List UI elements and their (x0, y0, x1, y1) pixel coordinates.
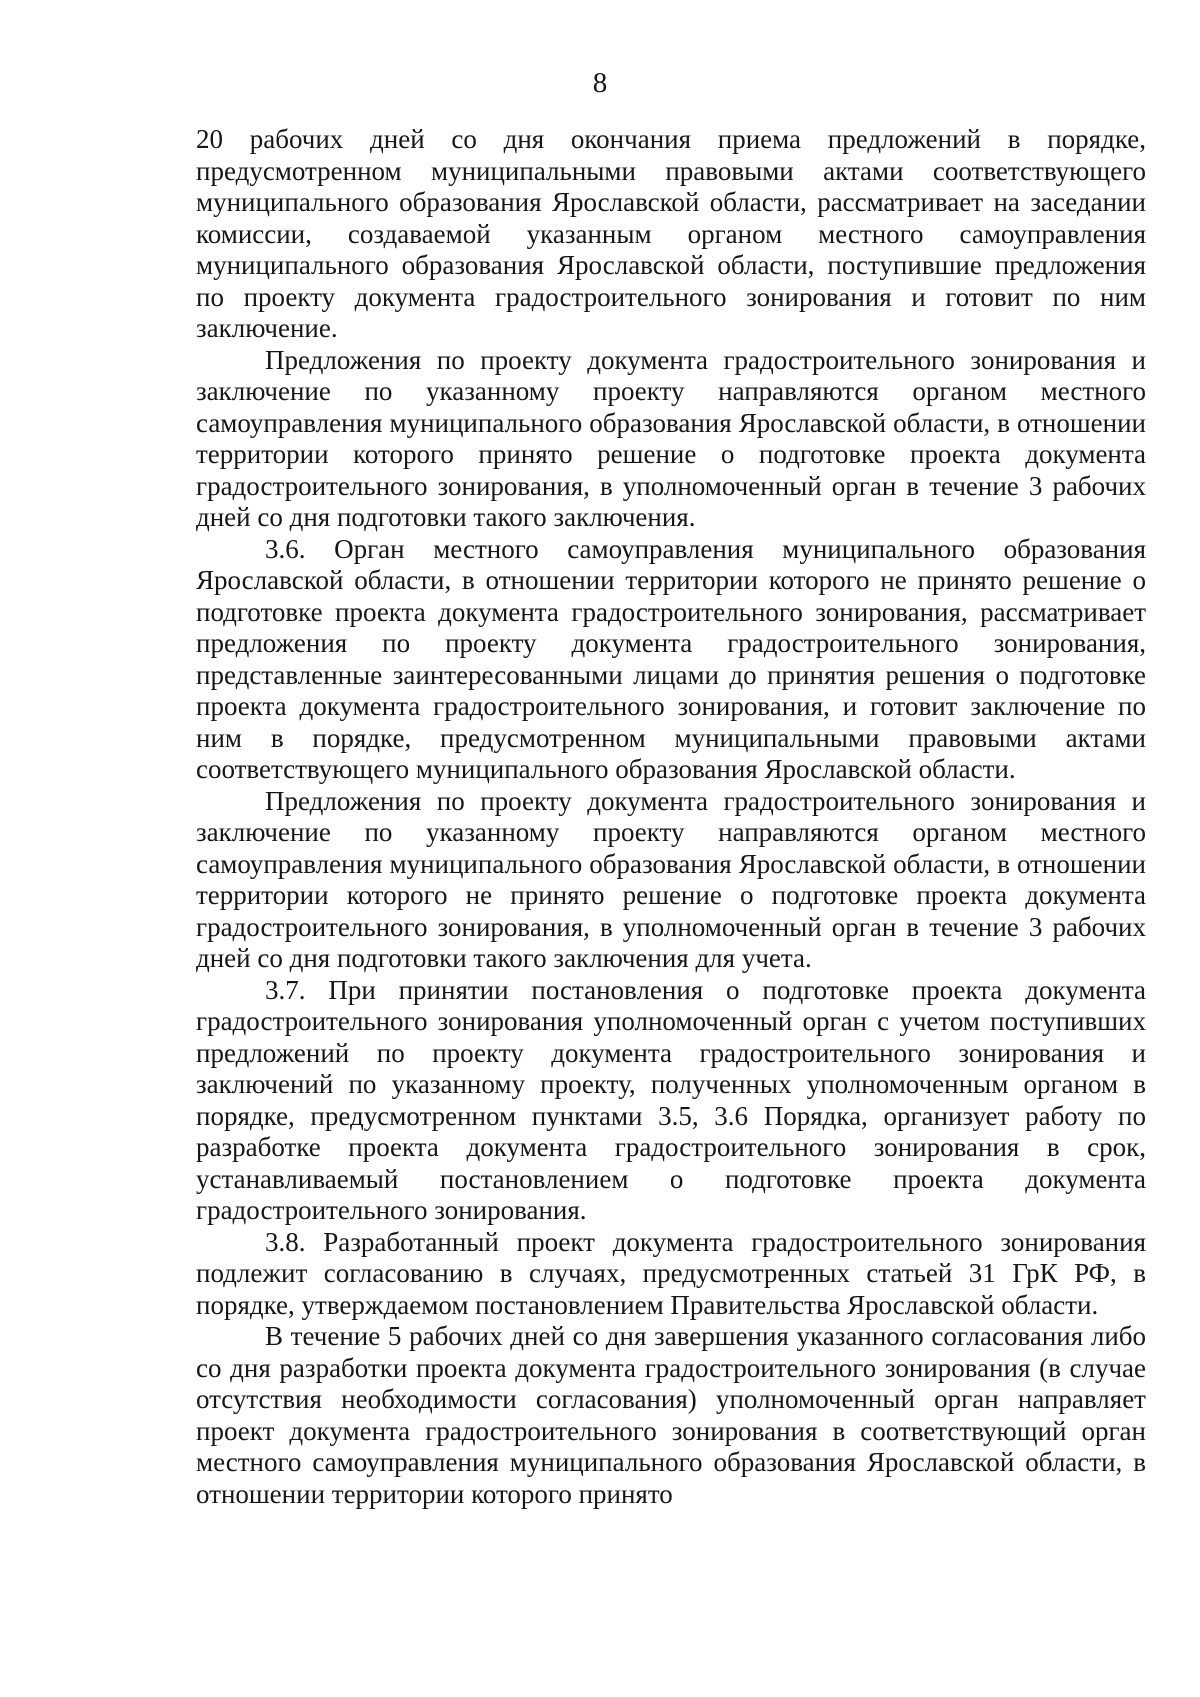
paragraph-clause-3-7: 3.7. При принятии постановления о подготовке проекта документа градостроительного зонирования уполномоченный орган с учетом поступивших предложений по проекту документа градостроительного зонирования и заключений по указанному проекту, полученных уполномоченным органом в порядке, предусмотренном пунктами 3.5, 3.6 Порядка, организует работу по разработке проекта документа градостроительного зонирования в срок, устанавливаемый постановлением о подготовке проекта документа градостроительного зонирования. (196, 974, 1146, 1225)
paragraph-proposals-accepted: Предложения по проекту документа градостроительного зонирования и заключение по указанному проекту направляются органом местного самоуправления муниципального образования Ярославской области, в отношении территории которого принято решение о подготовке проекта документа градостроительного зонирования, в уполномоченный орган в течение 3 рабочих дней со дня подготовки такого заключения. (196, 344, 1146, 532)
page-number: 8 (592, 67, 608, 99)
paragraph-proposals-not-accepted: Предложения по проекту документа градостроительного зонирования и заключение по указанному проекту направляются органом местного самоуправления муниципального образования Ярославской области, в отношении территории которого не принято решение о подготовке проекта документа градостроительного зонирования, в уполномоченный орган в течение 3 рабочих дней со дня подготовки такого заключения для учета. (196, 785, 1146, 973)
paragraph-clause-3-8: 3.8. Разработанный проект документа градостроительного зонирования подлежит согласованию в случаях, предусмотренных статьей 31 ГрК РФ, в порядке, утверждаемом постановлением Правительства Ярославской области. (196, 1226, 1146, 1320)
paragraph-within-5-days: В течение 5 рабочих дней со дня завершения указанного согласования либо со дня разработки проекта документа градостроительного зонирования (в случае отсутствия необходимости согласования) уполномоченный орган направляет проект документа градостроительного зонирования в соответствующий орган местного самоуправления муниципального образования Ярославской области, в отношении территории которого принято (196, 1321, 1146, 1509)
paragraph-continuation: 20 рабочих дней со дня окончания приема предложений в порядке, предусмотренном муниципальными правовыми актами соответствующего муниципального образования Ярославской области, рассматривает на заседании комиссии, создаваемой указанным органом местного самоуправления муниципального образования Ярославской области, поступившие предложения по проекту документа градостроительного зонирования и готовит по ним заключение. (196, 124, 1146, 343)
paragraph-clause-3-6: 3.6. Орган местного самоуправления муниципального образования Ярославской области, в отношении территории которого не принято решение о подготовке проекта документа градостроительного зонирования, рассматривает предложения по проекту документа градостроительного зонирования, представленные заинтересованными лицами до принятия решения о подготовке проекта документа градостроительного зонирования, и готовит заключение по ним в порядке, предусмотренном муниципальными правовыми актами соответствующего муниципального образования Ярославской области. (196, 533, 1146, 784)
document-body (196, 124, 1146, 1510)
